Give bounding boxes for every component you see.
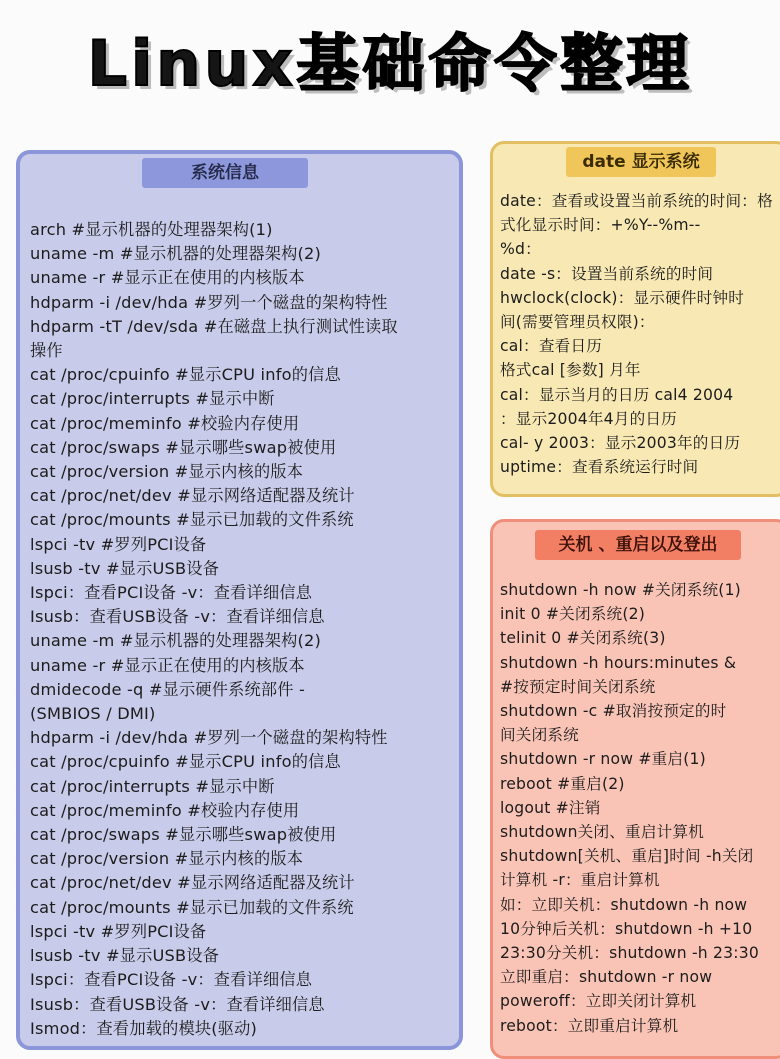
shutdown-panel: [490, 519, 780, 1059]
date-panel: [490, 141, 780, 497]
shutdown-command-line: init 0 #关闭系统(2): [500, 605, 646, 624]
shutdown-command-line: shutdown关闭、重启计算机: [500, 823, 705, 842]
command-line: uname -r #显示正在使用的内核版本: [30, 655, 305, 675]
command-line: lsusb -tv #显示USB设备: [30, 558, 220, 578]
command-line: dmidecode -q #显示硬件系统部件 -: [30, 679, 306, 699]
command-line: cat /proc/version #显示内核的版本: [30, 462, 304, 482]
command-line: (SMBIOS / DMI): [30, 704, 156, 724]
shutdown-command-line: telinit 0 #关闭系统(3): [500, 629, 666, 648]
date-command-line: uptime：查看系统运行时间: [500, 458, 699, 477]
shutdown-command-line: 如：立即关机：shutdown -h now: [500, 895, 748, 914]
shutdown-command-line: 23:30分关机：shutdown -h 23:30: [500, 944, 759, 963]
date-command-line: hwclock(clock)：显示硬件时钟时: [500, 288, 745, 307]
shutdown-command-line: shutdown[关机、重启]时间 -h关闭: [500, 847, 754, 866]
date-heading: date 显示系统: [566, 147, 716, 177]
date-command-line: 间(需要管理员权限)：: [500, 313, 655, 332]
command-line: cat /proc/cpuinfo #显示CPU info的信息: [30, 752, 341, 772]
date-command-line: cal：显示当月的日历 cal4 2004: [500, 385, 734, 404]
date-command-line: 式化显示时间：+%Y--%m--: [500, 216, 701, 235]
system-info-panel: [16, 150, 463, 1050]
shutdown-command-line: #按预定时间关闭系统: [500, 677, 656, 696]
command-line: cat /proc/meminfo #校验内存使用: [30, 800, 300, 820]
command-line: Ispci：查看PCI设备 -v：查看详细信息: [30, 970, 313, 990]
command-line: arch #显示机器的处理器架构(1): [30, 220, 273, 239]
shutdown-command-line: logout #注销: [500, 798, 601, 817]
page-title: Linux基础命令整理: [87, 27, 693, 100]
command-line: cat /proc/mounts #显示已加载的文件系统: [30, 510, 354, 530]
command-line: lspci -tv #罗列PCI设备: [30, 921, 207, 941]
shutdown-command-line: shutdown -h hours:minutes &: [500, 653, 737, 672]
command-line: Isusb：查看USB设备 -v：查看详细信息: [30, 994, 325, 1014]
shutdown-command-line: 间关闭系统: [500, 726, 579, 745]
shutdown-command-line: 计算机 -r：重启计算机: [500, 871, 660, 890]
shutdown-command-line: reboot #重启(2): [500, 774, 625, 793]
command-line: cat /proc/interrupts #显示中断: [30, 389, 275, 409]
date-command-line: %d：: [500, 240, 541, 259]
command-line: cat /proc/mounts #显示已加载的文件系统: [30, 897, 354, 917]
command-line: Ispci：查看PCI设备 -v：查看详细信息: [30, 583, 313, 603]
command-line: uname -m #显示机器的处理器架构(2): [30, 244, 322, 264]
shutdown-command-line: poweroff：立即关闭计算机: [500, 992, 697, 1011]
date-list: [500, 189, 773, 479]
command-line: Ismod：查看加载的模块(驱动): [30, 1018, 258, 1038]
command-line: cat /proc/cpuinfo #显示CPU info的信息: [30, 365, 341, 385]
shutdown-command-line: shutdown -c #取消按预定的时: [500, 702, 727, 721]
date-command-line: date -s：设置当前系统的时间: [500, 264, 714, 283]
shutdown-command-line: shutdown -h now #关闭系统(1): [500, 581, 741, 599]
command-line: Isusb：查看USB设备 -v：查看详细信息: [30, 607, 325, 627]
command-line: cat /proc/net/dev #显示网络适配器及统计: [30, 873, 355, 893]
command-line: uname -m #显示机器的处理器架构(2): [30, 631, 322, 651]
command-line: cat /proc/swaps #显示哪些swap被使用: [30, 437, 337, 457]
command-line: cat /proc/interrupts #显示中断: [30, 776, 275, 796]
command-line: cat /proc/swaps #显示哪些swap被使用: [30, 825, 337, 845]
date-command-line: date：查看或设置当前系统的时间：格: [500, 192, 773, 210]
date-command-line: cal：查看日历: [500, 337, 603, 356]
shutdown-heading: 关机 、重启以及登出: [535, 530, 741, 560]
command-line: cat /proc/net/dev #显示网络适配器及统计: [30, 486, 355, 506]
shutdown-command-line: reboot：立即重启计算机: [500, 1016, 679, 1035]
command-line: hdparm -tT /dev/sda #在磁盘上执行测试性读取: [30, 316, 398, 336]
date-command-line: 格式cal [参数] 月年: [500, 361, 641, 380]
date-command-line: cal- y 2003：显示2003年的日历: [500, 434, 741, 453]
system-info-list: [30, 218, 398, 1041]
command-line: lspci -tv #罗列PCI设备: [30, 534, 207, 554]
command-line: uname -r #显示正在使用的内核版本: [30, 268, 305, 288]
shutdown-command-line: shutdown -r now #重启(1): [500, 750, 706, 769]
command-line: cat /proc/meminfo #校验内存使用: [30, 413, 300, 433]
command-line: cat /proc/version #显示内核的版本: [30, 849, 304, 869]
command-line: lsusb -tv #显示USB设备: [30, 946, 220, 966]
shutdown-list: [500, 578, 759, 1038]
command-line: hdparm -i /dev/hda #罗列一个磁盘的架构特性: [30, 728, 388, 748]
date-command-line: ：显示2004年4月的日历: [500, 409, 677, 428]
command-line: 操作: [30, 341, 63, 361]
shutdown-command-line: 10分钟后关机：shutdown -h +10: [500, 919, 753, 938]
system-info-heading: 系统信息: [142, 158, 308, 188]
shutdown-command-line: 立即重启：shutdown -r now: [500, 968, 713, 987]
command-line: hdparm -i /dev/hda #罗列一个磁盘的架构特性: [30, 292, 388, 312]
